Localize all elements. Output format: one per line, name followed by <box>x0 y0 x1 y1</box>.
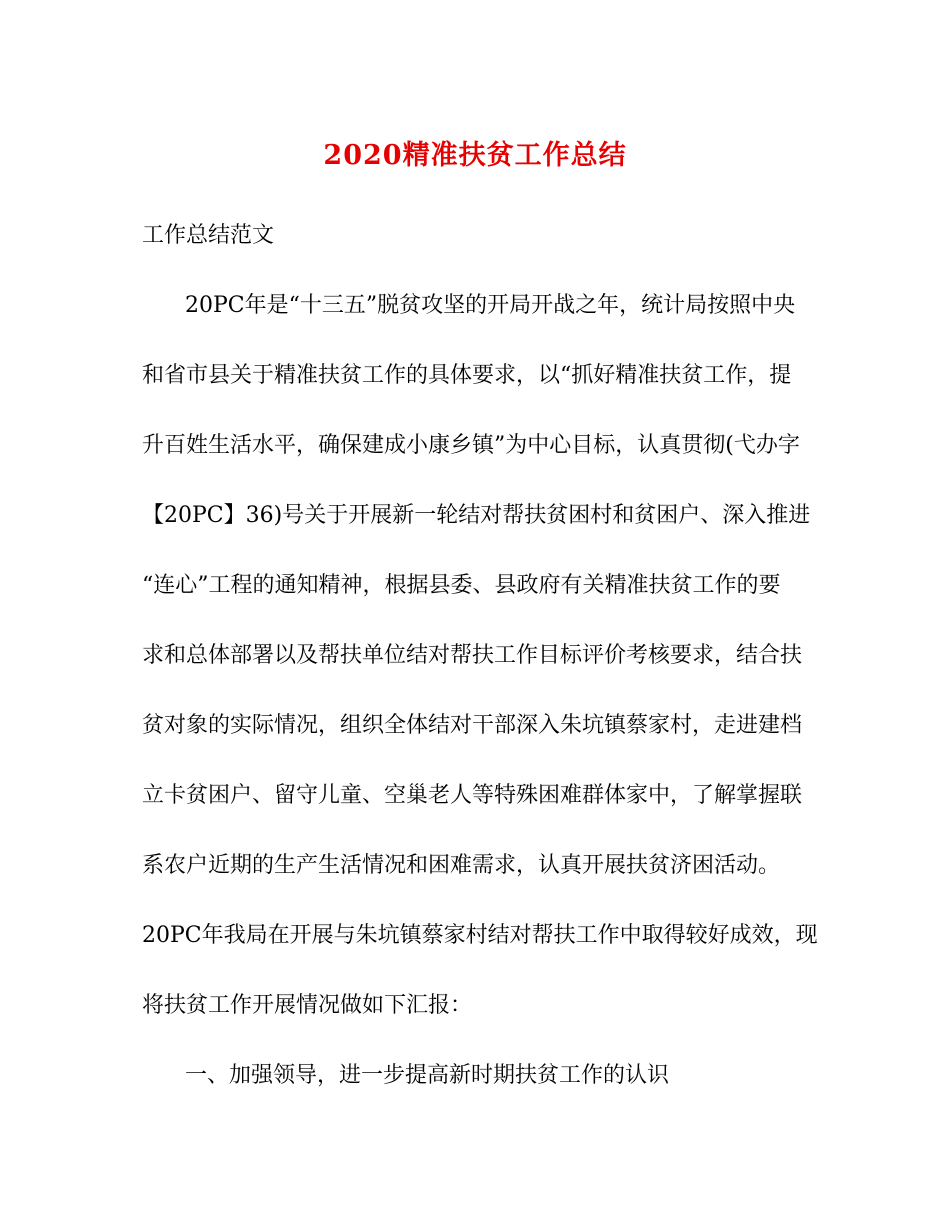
body-line: 求和总体部署以及帮扶单位结对帮扶工作目标评价考核要求，结合扶 <box>142 643 803 668</box>
body-line: 20PC年我局在开展与朱坑镇蔡家村结对帮扶工作中取得较好成效，现 <box>142 923 818 948</box>
body-line: “连心”工程的通知精神，根据县委、县政府有关精准扶贫工作的要 <box>142 573 781 598</box>
body-line: 贫对象的实际情况，组织全体结对干部深入朱坑镇蔡家村，走进建档 <box>142 713 803 738</box>
body-line: 20PC年是“十三五”脱贫攻坚的开局开战之年，统计局按照中央 <box>185 293 796 318</box>
body-line: 升百姓生活水平，确保建成小康乡镇”为中心目标，认真贯彻(弋办字 <box>142 433 800 458</box>
body-line: 系农户近期的生产生活情况和困难需求，认真开展扶贫济困活动。 <box>142 853 781 878</box>
body-line: 立卡贫困户、留守儿童、空巢老人等特殊困难群体家中，了解掌握联 <box>142 783 803 808</box>
body-line: 【20PC】36)号关于开展新一轮结对帮扶贫困村和贫困户、深入推进 <box>142 503 811 528</box>
document-category: 工作总结范文 <box>142 223 275 248</box>
section-heading: 一、加强领导，进一步提高新时期扶贫工作的认识 <box>185 1063 670 1088</box>
document-title: 2020精准扶贫工作总结 <box>323 140 627 171</box>
body-line: 将扶贫工作开展情况做如下汇报： <box>142 993 473 1018</box>
body-line: 和省市县关于精准扶贫工作的具体要求，以“抓好精准扶贫工作，提 <box>142 363 792 388</box>
